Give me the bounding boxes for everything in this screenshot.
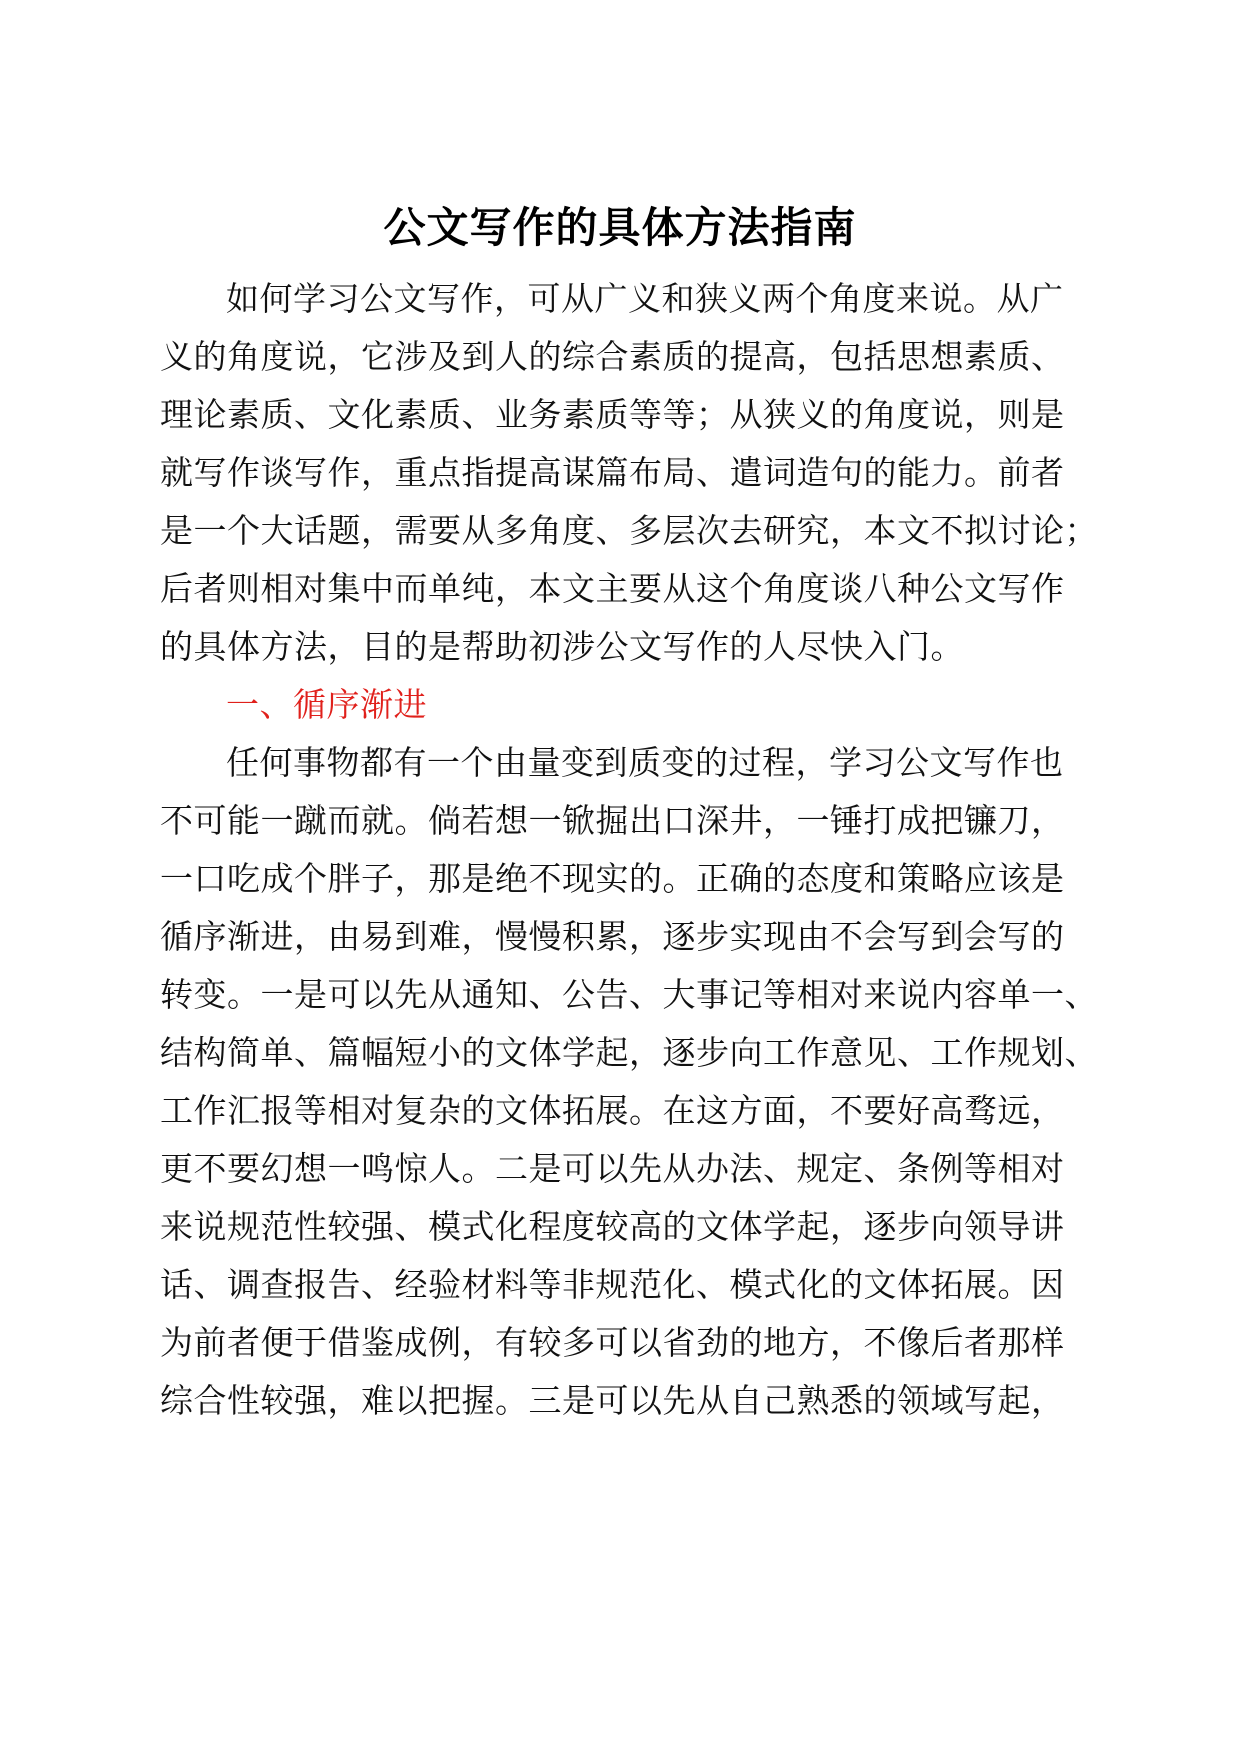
paragraph-line: 如何学习公文写作，可从广义和狭义两个角度来说。从广 [226, 279, 1064, 318]
paragraph-line: 理论素质、文化素质、业务素质等等；从狭义的角度说，则是 [160, 395, 1065, 434]
paragraph-line: 来说规范性较强、模式化程度较高的文体学起，逐步向领导讲 [160, 1207, 1065, 1246]
section-heading: 一、循序渐进 [226, 685, 427, 724]
paragraph-line: 一口吃成个胖子，那是绝不现实的。正确的态度和策略应该是 [160, 859, 1065, 898]
paragraph-line: 后者则相对集中而单纯，本文主要从这个角度谈八种公文写作 [160, 569, 1065, 608]
paragraph-line: 不可能一蹴而就。倘若想一锨掘出口深井，一锤打成把镰刀， [160, 801, 1065, 840]
paragraph-line: 话、调查报告、经验材料等非规范化、模式化的文体拓展。因 [160, 1265, 1065, 1304]
paragraph-line: 任何事物都有一个由量变到质变的过程，学习公文写作也 [226, 743, 1064, 782]
paragraph-line: 义的角度说，它涉及到人的综合素质的提高，包括思想素质、 [160, 337, 1065, 376]
paragraph-line: 工作汇报等相对复杂的文体拓展。在这方面，不要好高骛远， [160, 1091, 1065, 1130]
paragraph-line: 为前者便于借鉴成例，有较多可以省劲的地方，不像后者那样 [160, 1323, 1065, 1362]
paragraph-line: 循序渐进，由易到难，慢慢积累，逐步实现由不会写到会写的 [160, 917, 1065, 956]
paragraph-line: 结构简单、篇幅短小的文体学起，逐步向工作意见、工作规划、 [160, 1033, 1098, 1072]
paragraph-line: 更不要幻想一鸣惊人。二是可以先从办法、规定、条例等相对 [160, 1149, 1065, 1188]
paragraph-line: 转变。一是可以先从通知、公告、大事记等相对来说内容单一、 [160, 975, 1098, 1014]
paragraph-line: 的具体方法，目的是帮助初涉公文写作的人尽快入门。 [160, 627, 964, 666]
document-title: 公文写作的具体方法指南 [383, 203, 857, 252]
paragraph-line: 综合性较强，难以把握。三是可以先从自己熟悉的领域写起， [160, 1381, 1065, 1420]
paragraph-line: 就写作谈写作，重点指提高谋篇布局、遣词造句的能力。前者 [160, 453, 1065, 492]
paragraph-line: 是一个大话题，需要从多角度、多层次去研究，本文不拟讨论； [160, 511, 1098, 550]
